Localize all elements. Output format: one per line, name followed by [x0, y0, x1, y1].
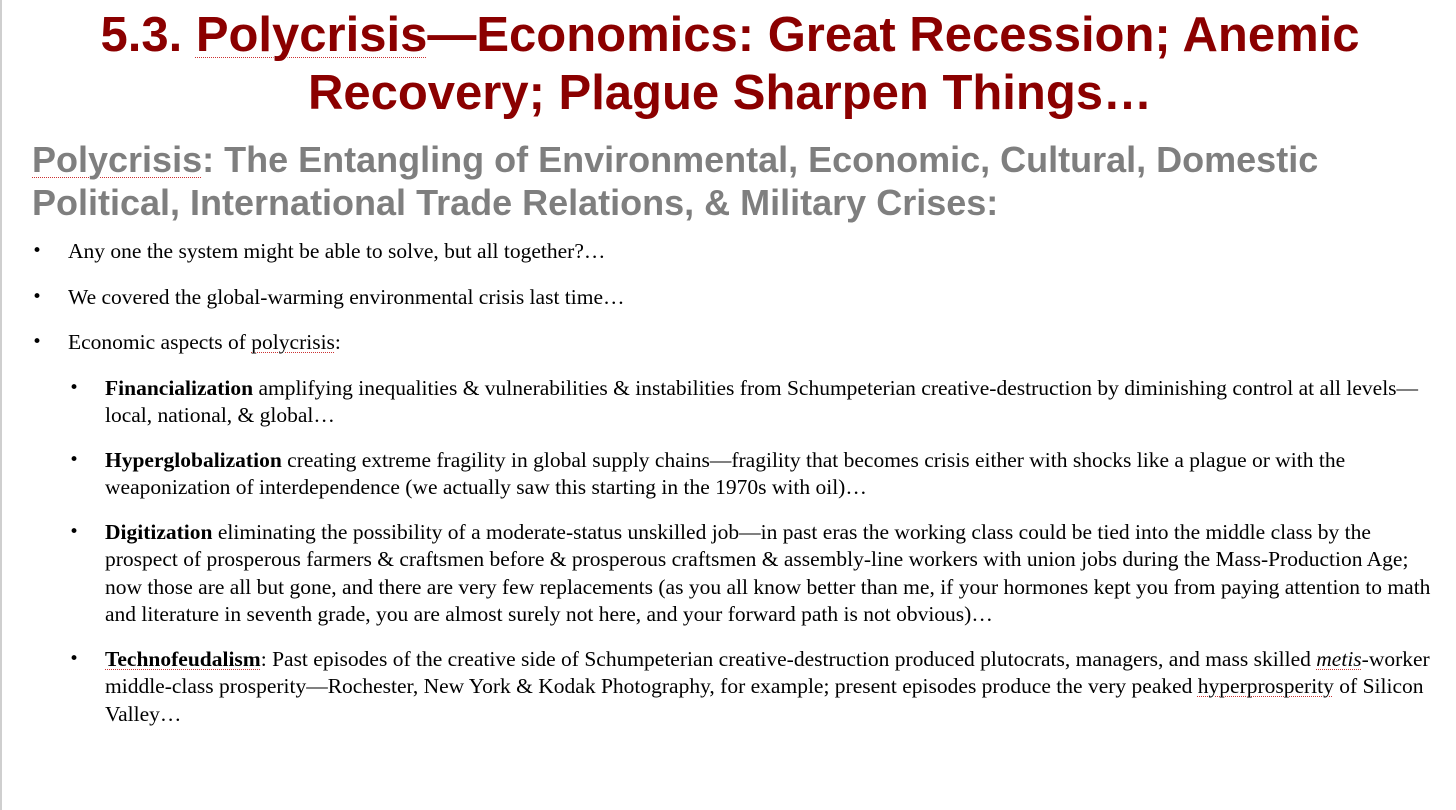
- sub-bullet-lead: Digitization: [105, 519, 213, 544]
- bullet-suffix: :: [334, 330, 341, 354]
- bullet-prefix: Economic aspects of: [68, 330, 252, 354]
- sub-bullet-hyperglobalization: [32, 447, 1442, 502]
- sub-bullet-technofeudalism: [32, 646, 1442, 729]
- bullet-dot: •: [32, 332, 43, 352]
- sub-bullet-lead: Financialization: [105, 375, 254, 400]
- sub-bullet-financialization: [32, 375, 1442, 430]
- bullet-item-2: [32, 284, 1442, 312]
- sub-bullet-text-c: of Silicon Valley…: [105, 674, 1424, 726]
- bullet-dot: •: [69, 377, 80, 398]
- sub-bullet-text: creating extreme fragility in global supply chains—fragility that becomes crisis either with shocks like a plague or with the weaponization of interdependence (we actually saw this starting in the 1970s with oil)…: [105, 447, 1346, 499]
- sub-bullet-metis: metis: [1316, 646, 1362, 671]
- title-rest: —Economics: Great Recession; Anemic Recovery; Plague Sharpen Things…: [307, 8, 1360, 120]
- bullet-item-3: [32, 329, 1442, 357]
- bullet-dot: •: [32, 286, 43, 307]
- title-term: Polycrisis: [195, 8, 428, 62]
- bullet-dot: •: [69, 449, 80, 470]
- title-prefix: 5.3.: [100, 8, 196, 62]
- sub-bullet-digitization: [32, 519, 1442, 629]
- slide-subtitle: [32, 138, 1432, 224]
- bullet-list: [32, 238, 1442, 745]
- bullet-dot: •: [69, 648, 80, 669]
- sub-bullet-lead: Technofeudalism: [105, 646, 261, 671]
- sub-bullet-text-b: -worker middle-class prosperity—Rochester, New York & Kodak Photography, for example; present episodes produce the very peaked: [105, 646, 1430, 698]
- sub-bullet-text: eliminating the possibility of a moderate-status unskilled job—in past eras the working class could be tied into the middle class by the prospect of prosperous farmers & craftsmen before & prosperous craftsmen & assembly-line workers with union jobs during the Mass-Production Age; now those are all but gone, and there are very few replacements (as you all know better than me, if your hormones kept you from paying attention to math and literature in seventh grade, you are almost surely not here, and your forward path is not obvious)…: [105, 519, 1431, 626]
- subtitle-rest: : The Entangling of Environmental, Economic, Cultural, Domestic Political, International Trade Relations, & Military Crises:: [32, 139, 1319, 223]
- subtitle-term: Polycrisis: [32, 139, 203, 180]
- bullet-text: Any one the system might be able to solve, but all together?…: [68, 239, 606, 263]
- bullet-term: polycrisis: [251, 330, 335, 354]
- slide-title: [22, 6, 1438, 122]
- bullet-dot: •: [32, 241, 43, 261]
- bullet-item-1: [32, 238, 1442, 266]
- bullet-dot: •: [69, 521, 80, 542]
- sub-bullet-lead: Hyperglobalization: [105, 447, 282, 472]
- sub-bullet-text: amplifying inequalities & vulnerabilities & instabilities from Schumpeterian creative-destruction by diminishing control at all levels—local, national, & global…: [105, 375, 1419, 427]
- bullet-text: We covered the global-warming environmental crisis last time…: [68, 284, 625, 309]
- sub-bullet-text-a: : Past episodes of the creative side of Schumpeterian creative-destruction produced plutocrats, managers, and mass skilled: [260, 646, 1317, 671]
- sub-bullet-hyper: hyperprosperity: [1197, 674, 1334, 698]
